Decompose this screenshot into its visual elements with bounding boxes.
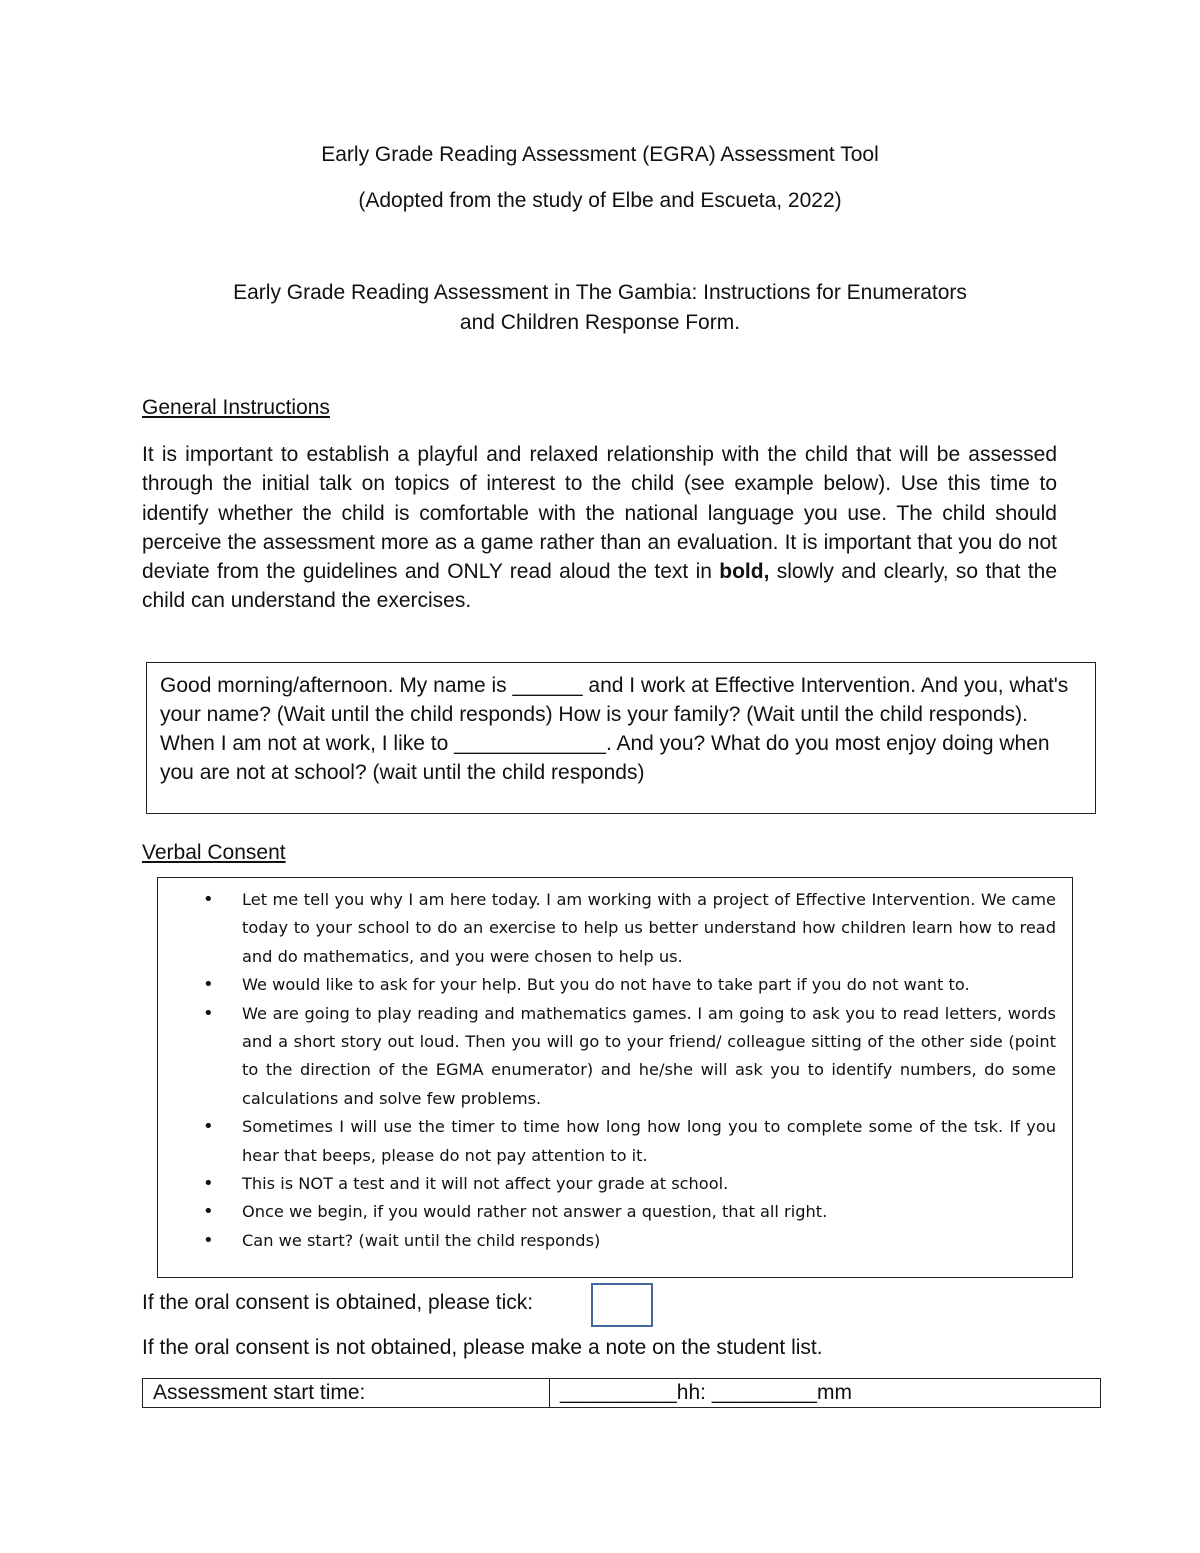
consent-item: • This is NOT a test and it will not affect your grade at school.	[158, 1170, 1056, 1198]
document-title: Early Grade Reading Assessment (EGRA) Assessment Tool	[321, 143, 879, 166]
verbal-consent-heading: Verbal Consent	[142, 841, 286, 864]
consent-tick-box[interactable]	[591, 1283, 653, 1327]
verbal-consent-box	[157, 877, 1073, 1278]
form-heading-line2: and Children Response Form.	[459, 311, 741, 334]
instructions-text-2: slowly and clearly, so that the child can understand the exercises.	[142, 560, 1058, 613]
document-subtitle: (Adopted from the study of Elbe and Escueta, 2022)	[358, 189, 842, 212]
consent-item: • Let me tell you why I am here today. I am working with a project of Effective Intervention. We came today to your school to do an exercise to help us better understand how children learn how to read and do mathematics, and you were chosen to help us.	[158, 886, 1056, 971]
minutes-label: mm	[816, 1381, 852, 1404]
general-instructions-heading: General Instructions	[142, 396, 330, 419]
start-time-field[interactable]	[550, 1379, 1101, 1408]
instructions-bold-word: bold,	[719, 560, 770, 584]
greeting-text: Good morning/afternoon. My name is ______ and I work at Effective Intervention. And you, what's your name? (Wait until the child responds) How is your family? (Wait until the child responds). When I am not at work, I like to _____________. And you? What do you most enjoy doing when you are not at school? (wait until the child responds)	[160, 674, 1069, 784]
consent-list	[158, 886, 1056, 1255]
hours-blank: __________	[560, 1381, 677, 1404]
consent-obtained-label: If the oral consent is obtained, please tick:	[142, 1291, 534, 1314]
consent-item: • We would like to ask for your help. But you do not have to take part if you do not want to.	[158, 971, 1056, 999]
assessment-start-time-table	[142, 1378, 1101, 1408]
consent-item: • Sometimes I will use the timer to time how long how long you to complete some of the tsk. If you hear that beeps, please do not pay attention to it.	[158, 1113, 1056, 1170]
consent-item: • Can we start? (wait until the child responds)	[158, 1227, 1056, 1255]
hours-label: hh:	[676, 1381, 712, 1404]
form-heading-line1: Early Grade Reading Assessment in The Gambia: Instructions for Enumerators	[233, 281, 967, 304]
consent-item: • Once we begin, if you would rather not answer a question, that all right.	[158, 1198, 1056, 1226]
consent-not-obtained-label: If the oral consent is not obtained, please make a note on the student list.	[142, 1336, 823, 1359]
table-row	[143, 1379, 1101, 1408]
general-instructions-paragraph	[142, 440, 1057, 616]
instructions-text-1: It is important to establish a playful and relaxed relationship with the child that will be assessed through the initial talk on topics of interest to the child (see example below). Use this time to identify whether the child is comfortable with the national language you use. The child should perceive the assessment more as a game rather than an evaluation. It is important that you do not deviate from the guidelines and ONLY read aloud the text in	[142, 443, 1057, 584]
start-time-label: Assessment start time:	[143, 1379, 550, 1408]
greeting-box	[146, 662, 1096, 814]
form-heading	[0, 278, 1200, 338]
consent-item: • We are going to play reading and mathematics games. I am going to ask you to read letters, words and a short story out loud. Then you will go to your friend/ colleague sitting of the other side (point to the direction of the EGMA enumerator) and he/she will ask you to identify numbers, do some calculations and solve few problems.	[158, 1000, 1056, 1114]
minutes-blank: _________	[711, 1381, 817, 1404]
